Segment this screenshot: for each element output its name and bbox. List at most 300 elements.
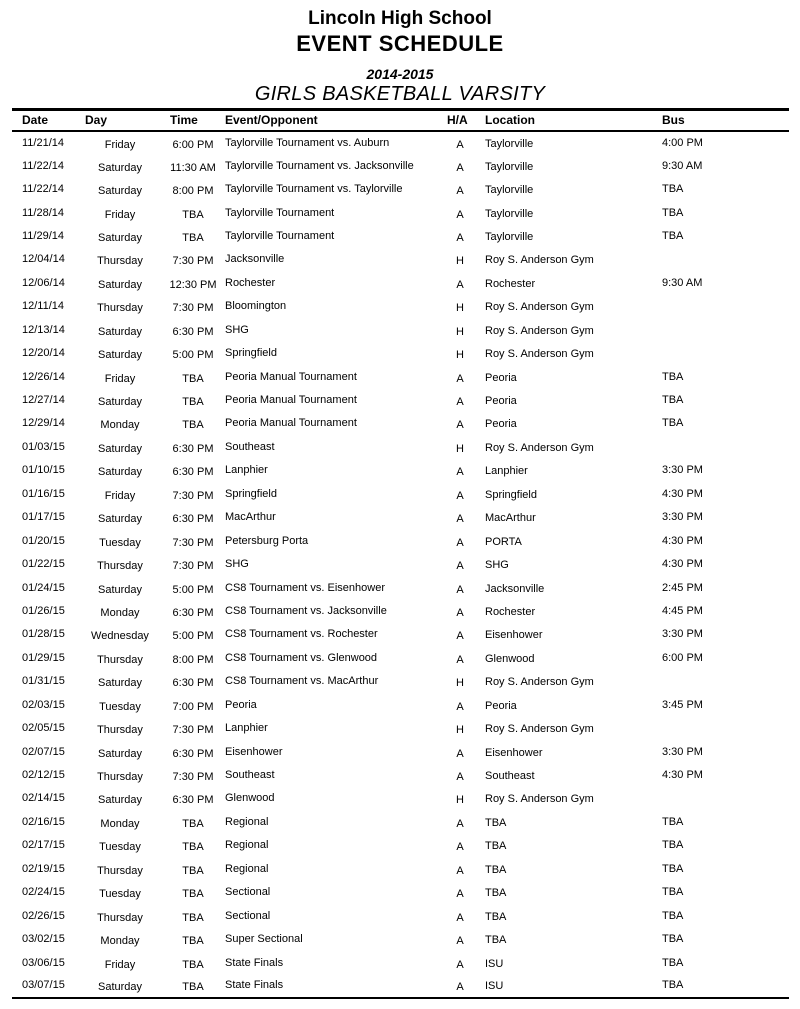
day-cell: Saturday bbox=[97, 466, 143, 479]
column-header-event-opponent: Event/Opponent bbox=[225, 113, 318, 128]
event-cell: Petersburg Porta bbox=[225, 534, 309, 547]
home-away-cell: A bbox=[456, 606, 464, 619]
location-cell: Rochester bbox=[485, 277, 536, 290]
time-cell: 7:00 PM bbox=[172, 700, 214, 713]
home-away-cell: H bbox=[456, 724, 464, 737]
home-away-cell: A bbox=[456, 138, 464, 151]
time-cell: TBA bbox=[182, 864, 204, 877]
table-row bbox=[12, 951, 789, 974]
date-cell: 01/24/15 bbox=[22, 581, 65, 594]
event-cell: Springfield bbox=[225, 347, 277, 360]
date-cell: 01/20/15 bbox=[22, 534, 65, 547]
bus-cell: TBA bbox=[662, 886, 684, 899]
location-cell: ISU bbox=[485, 957, 504, 970]
day-cell: Saturday bbox=[97, 185, 143, 198]
time-cell: 6:30 PM bbox=[172, 513, 214, 526]
day-cell: Thursday bbox=[97, 302, 143, 315]
time-cell: 12:30 PM bbox=[169, 278, 217, 291]
column-header-time: Time bbox=[170, 113, 198, 128]
time-cell: TBA bbox=[182, 396, 204, 409]
bus-cell: 4:30 PM bbox=[662, 487, 703, 500]
table-row bbox=[12, 763, 789, 786]
location-cell: Taylorville bbox=[485, 207, 534, 220]
day-cell: Friday bbox=[104, 372, 136, 385]
bus-cell bbox=[656, 716, 789, 739]
location-cell: Taylorville bbox=[485, 184, 534, 197]
day-cell: Tuesday bbox=[99, 888, 141, 901]
bus-cell: TBA bbox=[662, 909, 684, 922]
event-cell: Taylorville Tournament bbox=[225, 206, 335, 219]
date-cell: 02/03/15 bbox=[22, 698, 65, 711]
home-away-cell: A bbox=[456, 466, 464, 479]
table-row bbox=[12, 927, 789, 950]
time-cell: 6:30 PM bbox=[172, 747, 214, 760]
bus-cell: TBA bbox=[662, 370, 684, 383]
location-cell: MacArthur bbox=[485, 512, 536, 525]
home-away-cell: A bbox=[456, 958, 464, 971]
time-cell: 5:00 PM bbox=[172, 630, 214, 643]
column-header-date: Date bbox=[22, 113, 49, 128]
table-row bbox=[12, 904, 789, 927]
location-cell: Springfield bbox=[485, 488, 537, 501]
location-cell: Peoria bbox=[485, 418, 517, 431]
table-row bbox=[12, 154, 789, 177]
event-cell: Lanphier bbox=[225, 722, 268, 735]
time-cell: TBA bbox=[182, 817, 204, 830]
location-cell: Roy S. Anderson Gym bbox=[485, 324, 594, 337]
day-cell: Saturday bbox=[97, 677, 143, 690]
time-cell: TBA bbox=[182, 981, 204, 994]
event-cell: Taylorville Tournament vs. Jacksonville bbox=[225, 159, 414, 172]
bus-cell: 4:30 PM bbox=[662, 769, 703, 782]
event-cell: CS8 Tournament vs. MacArthur bbox=[225, 675, 379, 688]
document-header bbox=[0, 0, 800, 106]
bus-cell: TBA bbox=[662, 956, 684, 969]
time-cell: 7:30 PM bbox=[172, 536, 214, 549]
home-away-cell: H bbox=[456, 442, 464, 455]
bus-cell: TBA bbox=[662, 417, 684, 430]
table-row bbox=[12, 388, 789, 411]
time-cell: TBA bbox=[182, 958, 204, 971]
location-cell: Taylorville bbox=[485, 137, 534, 150]
home-away-cell: A bbox=[456, 817, 464, 830]
table-row bbox=[12, 646, 789, 669]
day-cell: Friday bbox=[104, 958, 136, 971]
bus-cell bbox=[656, 341, 789, 364]
table-row bbox=[12, 834, 789, 857]
time-cell: TBA bbox=[182, 208, 204, 221]
time-cell: 7:30 PM bbox=[172, 489, 214, 502]
location-cell: Taylorville bbox=[485, 230, 534, 243]
location-cell: Roy S. Anderson Gym bbox=[485, 723, 594, 736]
home-away-cell: H bbox=[456, 325, 464, 338]
bus-cell bbox=[656, 435, 789, 458]
day-cell: Thursday bbox=[97, 560, 143, 573]
location-cell: Eisenhower bbox=[485, 629, 543, 642]
time-cell: 11:30 AM bbox=[170, 161, 216, 174]
location-cell: Roy S. Anderson Gym bbox=[485, 793, 594, 806]
home-away-cell: A bbox=[456, 536, 464, 549]
time-cell: 7:30 PM bbox=[172, 255, 214, 268]
day-cell: Saturday bbox=[97, 747, 143, 760]
table-row bbox=[12, 412, 789, 435]
event-cell: Taylorville Tournament vs. Taylorville bbox=[225, 183, 403, 196]
table-row bbox=[12, 670, 789, 693]
day-cell: Saturday bbox=[97, 794, 143, 807]
table-row bbox=[12, 623, 789, 646]
table-row bbox=[12, 271, 789, 294]
day-cell: Thursday bbox=[97, 653, 143, 666]
date-cell: 01/29/15 bbox=[22, 651, 65, 664]
date-cell: 01/17/15 bbox=[22, 511, 65, 524]
home-away-cell: A bbox=[456, 396, 464, 409]
day-cell: Monday bbox=[100, 606, 140, 619]
day-cell: Saturday bbox=[97, 513, 143, 526]
day-cell: Monday bbox=[100, 817, 140, 830]
location-cell: TBA bbox=[485, 910, 507, 923]
location-cell: Peoria bbox=[485, 699, 517, 712]
home-away-cell: A bbox=[456, 935, 464, 948]
time-cell: 7:30 PM bbox=[172, 771, 214, 784]
home-away-cell: H bbox=[456, 255, 464, 268]
day-cell: Thursday bbox=[97, 864, 143, 877]
home-away-cell: A bbox=[456, 888, 464, 901]
date-cell: 12/06/14 bbox=[22, 276, 65, 289]
date-cell: 11/21/14 bbox=[22, 136, 65, 149]
date-cell: 02/14/15 bbox=[22, 792, 65, 805]
bus-cell: 4:45 PM bbox=[662, 604, 703, 617]
bus-cell: 6:00 PM bbox=[662, 651, 703, 664]
home-away-cell: A bbox=[456, 278, 464, 291]
location-cell: ISU bbox=[485, 980, 504, 993]
date-cell: 02/05/15 bbox=[22, 722, 65, 735]
time-cell: 8:00 PM bbox=[172, 653, 214, 666]
date-cell: 03/02/15 bbox=[22, 933, 65, 946]
date-cell: 02/17/15 bbox=[22, 839, 65, 852]
bus-cell: 9:30 AM bbox=[662, 159, 703, 172]
bus-cell: 4:00 PM bbox=[662, 136, 703, 149]
event-cell: Peoria bbox=[225, 698, 257, 711]
event-cell: Sectional bbox=[225, 886, 271, 899]
time-cell: 7:30 PM bbox=[172, 560, 214, 573]
home-away-cell: A bbox=[456, 560, 464, 573]
day-cell: Monday bbox=[100, 935, 140, 948]
home-away-cell: A bbox=[456, 981, 464, 994]
event-cell: CS8 Tournament vs. Glenwood bbox=[225, 651, 378, 664]
event-cell: Jacksonville bbox=[225, 253, 285, 266]
location-cell: TBA bbox=[485, 887, 507, 900]
event-cell: Regional bbox=[225, 862, 269, 875]
event-cell: CS8 Tournament vs. Jacksonville bbox=[225, 604, 387, 617]
table-row bbox=[12, 224, 789, 247]
date-cell: 12/27/14 bbox=[22, 394, 65, 407]
day-cell: Thursday bbox=[97, 911, 143, 924]
bus-cell bbox=[656, 248, 789, 271]
time-cell: TBA bbox=[182, 935, 204, 948]
date-cell: 11/28/14 bbox=[22, 206, 65, 219]
time-cell: 6:30 PM bbox=[172, 606, 214, 619]
location-cell: Glenwood bbox=[485, 652, 535, 665]
time-cell: TBA bbox=[182, 888, 204, 901]
bus-cell bbox=[656, 295, 789, 318]
event-cell: Bloomington bbox=[225, 300, 287, 313]
bus-cell: 9:30 AM bbox=[662, 276, 703, 289]
home-away-cell: A bbox=[456, 747, 464, 760]
date-cell: 02/19/15 bbox=[22, 862, 65, 875]
home-away-cell: A bbox=[456, 630, 464, 643]
date-cell: 02/07/15 bbox=[22, 745, 65, 758]
time-cell: TBA bbox=[182, 419, 204, 432]
table-row bbox=[12, 131, 789, 154]
event-cell: Glenwood bbox=[225, 792, 275, 805]
event-cell: Peoria Manual Tournament bbox=[225, 394, 357, 407]
event-cell: Super Sectional bbox=[225, 933, 303, 946]
time-cell: 5:00 PM bbox=[172, 583, 214, 596]
bus-cell: 3:30 PM bbox=[662, 745, 703, 758]
event-cell: Springfield bbox=[225, 487, 277, 500]
date-cell: 12/11/14 bbox=[22, 300, 65, 313]
date-cell: 12/29/14 bbox=[22, 417, 65, 430]
bus-cell: 3:30 PM bbox=[662, 464, 703, 477]
location-cell: Southeast bbox=[485, 770, 535, 783]
bus-cell bbox=[656, 670, 789, 693]
day-cell: Saturday bbox=[97, 349, 143, 362]
home-away-cell: A bbox=[456, 653, 464, 666]
time-cell: 7:30 PM bbox=[172, 724, 214, 737]
bus-cell bbox=[656, 318, 789, 341]
table-row bbox=[12, 740, 789, 763]
event-cell: SHG bbox=[225, 558, 249, 571]
home-away-cell: H bbox=[456, 302, 464, 315]
time-cell: 6:30 PM bbox=[172, 466, 214, 479]
schedule-table bbox=[12, 108, 789, 999]
column-header-bus: Bus bbox=[662, 113, 685, 128]
home-away-cell: A bbox=[456, 372, 464, 385]
time-cell: 5:00 PM bbox=[172, 349, 214, 362]
event-cell: CS8 Tournament vs. Rochester bbox=[225, 628, 378, 641]
location-cell: Roy S. Anderson Gym bbox=[485, 254, 594, 267]
location-cell: Roy S. Anderson Gym bbox=[485, 441, 594, 454]
table-row bbox=[12, 482, 789, 505]
home-away-cell: A bbox=[456, 231, 464, 244]
bus-cell: TBA bbox=[662, 979, 684, 992]
table-row bbox=[12, 459, 789, 482]
bus-cell: 3:30 PM bbox=[662, 511, 703, 524]
location-cell: TBA bbox=[485, 840, 507, 853]
home-away-cell: A bbox=[456, 161, 464, 174]
home-away-cell: A bbox=[456, 911, 464, 924]
date-cell: 11/29/14 bbox=[22, 229, 65, 242]
table-row bbox=[12, 201, 789, 224]
date-cell: 12/04/14 bbox=[22, 253, 65, 266]
location-cell: Rochester bbox=[485, 605, 536, 618]
home-away-cell: A bbox=[456, 771, 464, 784]
time-cell: 8:00 PM bbox=[172, 185, 214, 198]
day-cell: Wednesday bbox=[91, 630, 149, 643]
date-cell: 03/06/15 bbox=[22, 956, 65, 969]
bus-cell: TBA bbox=[662, 815, 684, 828]
date-cell: 02/12/15 bbox=[22, 769, 65, 782]
location-cell: Peoria bbox=[485, 371, 517, 384]
home-away-cell: A bbox=[456, 583, 464, 596]
table-header-row bbox=[12, 110, 789, 131]
table-row bbox=[12, 435, 789, 458]
document-title: EVENT SCHEDULE bbox=[296, 31, 504, 56]
day-cell: Saturday bbox=[97, 442, 143, 455]
event-cell: Peoria Manual Tournament bbox=[225, 417, 357, 430]
event-cell: Lanphier bbox=[225, 464, 268, 477]
location-cell: Eisenhower bbox=[485, 746, 543, 759]
location-cell: Jacksonville bbox=[485, 582, 545, 595]
table-row bbox=[12, 576, 789, 599]
bus-cell: 3:45 PM bbox=[662, 698, 703, 711]
column-header-day: Day bbox=[85, 113, 108, 128]
home-away-cell: A bbox=[456, 864, 464, 877]
location-cell: Roy S. Anderson Gym bbox=[485, 348, 594, 361]
location-cell: Roy S. Anderson Gym bbox=[485, 301, 594, 314]
location-cell: PORTA bbox=[485, 535, 522, 548]
table-row bbox=[12, 857, 789, 880]
event-cell: Peoria Manual Tournament bbox=[225, 370, 357, 383]
date-cell: 12/26/14 bbox=[22, 370, 65, 383]
table-row bbox=[12, 506, 789, 529]
day-cell: Saturday bbox=[97, 981, 143, 994]
table-body bbox=[12, 131, 789, 998]
date-cell: 02/26/15 bbox=[22, 909, 65, 922]
day-cell: Saturday bbox=[97, 325, 143, 338]
table-row bbox=[12, 716, 789, 739]
table-row bbox=[12, 974, 789, 997]
location-cell: Roy S. Anderson Gym bbox=[485, 676, 594, 689]
time-cell: TBA bbox=[182, 372, 204, 385]
table-row bbox=[12, 810, 789, 833]
location-cell: SHG bbox=[485, 559, 509, 572]
date-cell: 01/28/15 bbox=[22, 628, 65, 641]
date-cell: 11/22/14 bbox=[22, 183, 65, 196]
event-cell: Sectional bbox=[225, 909, 271, 922]
day-cell: Saturday bbox=[97, 161, 143, 174]
table-row bbox=[12, 341, 789, 364]
date-cell: 01/26/15 bbox=[22, 604, 65, 617]
table-row bbox=[12, 529, 789, 552]
time-cell: TBA bbox=[182, 911, 204, 924]
day-cell: Saturday bbox=[97, 583, 143, 596]
home-away-cell: H bbox=[456, 794, 464, 807]
bus-cell: 4:30 PM bbox=[662, 558, 703, 571]
day-cell: Friday bbox=[104, 489, 136, 502]
day-cell: Tuesday bbox=[99, 700, 141, 713]
event-cell: Taylorville Tournament bbox=[225, 229, 335, 242]
table-row bbox=[12, 177, 789, 200]
event-cell: Southeast bbox=[225, 769, 275, 782]
day-cell: Saturday bbox=[97, 278, 143, 291]
bus-cell: 4:30 PM bbox=[662, 534, 703, 547]
home-away-cell: A bbox=[456, 208, 464, 221]
date-cell: 01/03/15 bbox=[22, 440, 65, 453]
time-cell: TBA bbox=[182, 231, 204, 244]
date-cell: 01/16/15 bbox=[22, 487, 65, 500]
home-away-cell: H bbox=[456, 677, 464, 690]
day-cell: Thursday bbox=[97, 771, 143, 784]
date-cell: 01/31/15 bbox=[22, 675, 65, 688]
location-cell: TBA bbox=[485, 934, 507, 947]
table-row bbox=[12, 599, 789, 622]
time-cell: 6:30 PM bbox=[172, 325, 214, 338]
event-cell: Eisenhower bbox=[225, 745, 283, 758]
bus-cell: TBA bbox=[662, 862, 684, 875]
time-cell: 6:30 PM bbox=[172, 677, 214, 690]
home-away-cell: A bbox=[456, 700, 464, 713]
bus-cell: 3:30 PM bbox=[662, 628, 703, 641]
location-cell: TBA bbox=[485, 863, 507, 876]
day-cell: Tuesday bbox=[99, 841, 141, 854]
date-cell: 01/10/15 bbox=[22, 464, 65, 477]
column-header-location: Location bbox=[485, 113, 535, 128]
event-cell: MacArthur bbox=[225, 511, 276, 524]
column-header-h-a: H/A bbox=[447, 113, 468, 128]
table-row bbox=[12, 365, 789, 388]
date-cell: 12/20/14 bbox=[22, 347, 65, 360]
day-cell: Tuesday bbox=[99, 536, 141, 549]
home-away-cell: A bbox=[456, 513, 464, 526]
day-cell: Saturday bbox=[97, 396, 143, 409]
date-cell: 01/22/15 bbox=[22, 558, 65, 571]
home-away-cell: A bbox=[456, 489, 464, 502]
bus-cell: TBA bbox=[662, 183, 684, 196]
bus-cell: TBA bbox=[662, 839, 684, 852]
location-cell: TBA bbox=[485, 816, 507, 829]
bus-cell: TBA bbox=[662, 206, 684, 219]
school-name: Lincoln High School bbox=[308, 8, 492, 29]
home-away-cell: A bbox=[456, 185, 464, 198]
team-subtitle: GIRLS BASKETBALL VARSITY bbox=[254, 83, 546, 105]
event-cell: Taylorville Tournament vs. Auburn bbox=[225, 136, 390, 149]
event-cell: Rochester bbox=[225, 276, 276, 289]
date-cell: 12/13/14 bbox=[22, 323, 65, 336]
date-cell: 11/22/14 bbox=[22, 159, 65, 172]
location-cell: Lanphier bbox=[485, 465, 528, 478]
table-row bbox=[12, 295, 789, 318]
table-row bbox=[12, 248, 789, 271]
home-away-cell: H bbox=[456, 349, 464, 362]
time-cell: 7:30 PM bbox=[172, 302, 214, 315]
event-cell: Regional bbox=[225, 839, 269, 852]
season-label: 2014-2015 bbox=[366, 66, 434, 82]
time-cell: 6:30 PM bbox=[172, 442, 214, 455]
table-row bbox=[12, 552, 789, 575]
location-cell: Peoria bbox=[485, 395, 517, 408]
day-cell: Monday bbox=[100, 419, 140, 432]
bus-cell: 2:45 PM bbox=[662, 581, 703, 594]
location-cell: Taylorville bbox=[485, 160, 534, 173]
day-cell: Friday bbox=[104, 208, 136, 221]
day-cell: Thursday bbox=[97, 724, 143, 737]
bus-cell: TBA bbox=[662, 229, 684, 242]
time-cell: TBA bbox=[182, 841, 204, 854]
day-cell: Friday bbox=[104, 138, 136, 151]
event-cell: Regional bbox=[225, 815, 269, 828]
table-row bbox=[12, 693, 789, 716]
table-row bbox=[12, 881, 789, 904]
event-cell: State Finals bbox=[225, 979, 284, 992]
day-cell: Thursday bbox=[97, 255, 143, 268]
home-away-cell: A bbox=[456, 419, 464, 432]
time-cell: 6:30 PM bbox=[172, 794, 214, 807]
bus-cell: TBA bbox=[662, 933, 684, 946]
date-cell: 02/24/15 bbox=[22, 886, 65, 899]
event-cell: CS8 Tournament vs. Eisenhower bbox=[225, 581, 385, 594]
bus-cell: TBA bbox=[662, 394, 684, 407]
